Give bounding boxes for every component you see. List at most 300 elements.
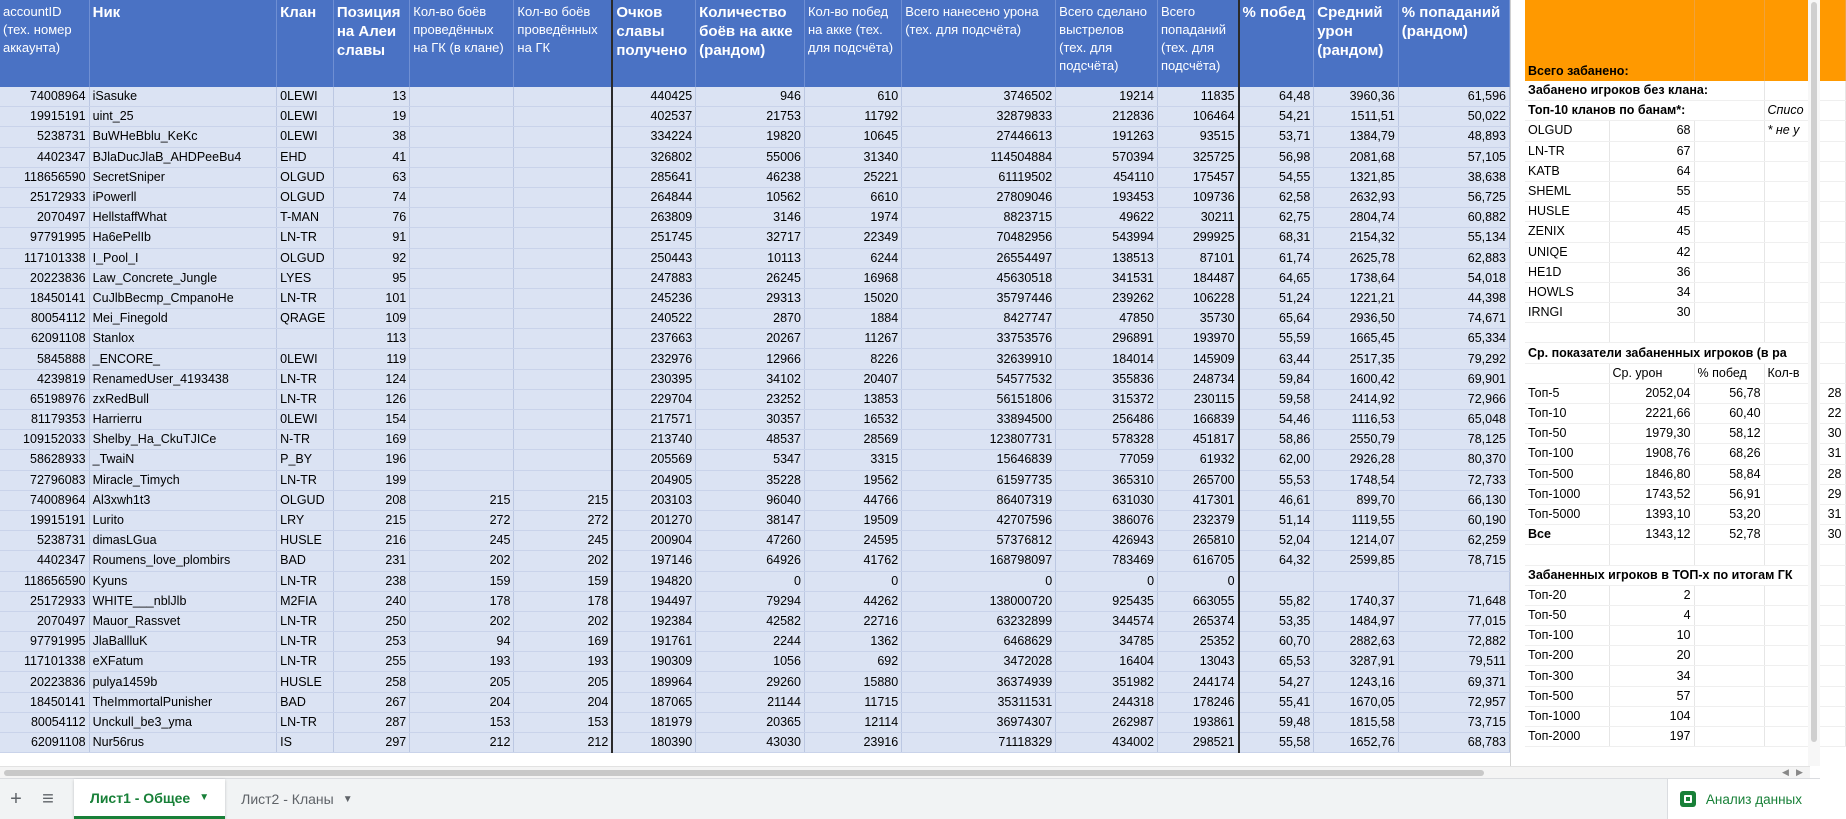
cell-nick[interactable]: uint_25 — [89, 107, 277, 127]
cell-gk[interactable] — [514, 87, 612, 107]
avg-tier[interactable]: Топ-10 — [1525, 404, 1609, 424]
cell-damage[interactable]: 86407319 — [902, 490, 1056, 510]
cell-nick[interactable]: Lurito — [89, 510, 277, 530]
cell-fame[interactable]: 250443 — [612, 248, 695, 268]
cell-battles[interactable]: 0 — [696, 571, 805, 591]
cell-clan[interactable]: LN-TR — [277, 611, 334, 631]
cell-damage[interactable]: 36374939 — [902, 672, 1056, 692]
summary-cell[interactable] — [1694, 181, 1764, 201]
summary-table[interactable] — [1525, 0, 1846, 747]
cell-position[interactable]: 38 — [333, 127, 409, 147]
cell-wins[interactable]: 610 — [804, 87, 901, 107]
summary-cell[interactable] — [1694, 686, 1764, 706]
header-total-shots[interactable]: Всего сделано выстрелов (тех. для подсчёта) — [1056, 0, 1158, 87]
cell-shots[interactable]: 434002 — [1056, 733, 1158, 753]
cell-fame[interactable]: 247883 — [612, 268, 695, 288]
cell-position[interactable]: 208 — [333, 490, 409, 510]
cell-hits[interactable]: 230115 — [1158, 389, 1239, 409]
cell-wins[interactable]: 1974 — [804, 208, 901, 228]
cell-gk[interactable]: 153 — [514, 712, 612, 732]
cell-wins[interactable]: 3315 — [804, 450, 901, 470]
summary-cell[interactable] — [1764, 202, 1845, 222]
cell-shots[interactable]: 296891 — [1056, 329, 1158, 349]
cell-hits[interactable]: 265810 — [1158, 531, 1239, 551]
cell-gk-clan[interactable] — [410, 309, 514, 329]
cell-shots[interactable]: 631030 — [1056, 490, 1158, 510]
cell-gk-clan[interactable]: 272 — [410, 510, 514, 530]
cell-fame[interactable]: 204905 — [612, 470, 695, 490]
cell-battles[interactable]: 46238 — [696, 167, 805, 187]
avg-winrate[interactable]: 58,84 — [1694, 464, 1764, 484]
cell-fame[interactable]: 205569 — [612, 450, 695, 470]
cell-damage[interactable]: 71118329 — [902, 733, 1056, 753]
cell-account-id[interactable]: 19915191 — [0, 510, 89, 530]
cell-gk-clan[interactable] — [410, 147, 514, 167]
cell-nick[interactable]: dimasLGua — [89, 531, 277, 551]
cell-gk-clan[interactable]: 204 — [410, 692, 514, 712]
summary-cell[interactable] — [1609, 323, 1694, 343]
cell-clan[interactable]: LRY — [277, 510, 334, 530]
cell-position[interactable]: 74 — [333, 187, 409, 207]
cell-position[interactable]: 154 — [333, 410, 409, 430]
cell-gk[interactable] — [514, 349, 612, 369]
cell-winrate[interactable]: 55,82 — [1239, 591, 1314, 611]
cell-clan[interactable]: LN-TR — [277, 652, 334, 672]
summary-cell[interactable] — [1764, 646, 1845, 666]
cell-clan[interactable]: LN-TR — [277, 470, 334, 490]
avg-damage[interactable]: 1743,52 — [1609, 484, 1694, 504]
cell-shots[interactable]: 212836 — [1056, 107, 1158, 127]
cell-hitrate[interactable]: 56,725 — [1398, 187, 1509, 207]
cell-hitrate[interactable]: 73,715 — [1398, 712, 1509, 732]
cell-battles[interactable]: 12966 — [696, 349, 805, 369]
cell-hitrate[interactable]: 44,398 — [1398, 288, 1509, 308]
cell-fame[interactable]: 197146 — [612, 551, 695, 571]
all-sheets-menu-icon[interactable]: ≡ — [42, 787, 54, 810]
cell-clan[interactable]: HUSLE — [277, 531, 334, 551]
cell-account-id[interactable]: 97791995 — [0, 228, 89, 248]
cell-gk[interactable]: 159 — [514, 571, 612, 591]
cell-nick[interactable]: BJlaDucJlaB_AHDPeeBu4 — [89, 147, 277, 167]
cell-hits[interactable]: 0 — [1158, 571, 1239, 591]
cell-gk[interactable]: 169 — [514, 632, 612, 652]
gk-tier[interactable]: Топ-50 — [1525, 605, 1609, 625]
cell-wins[interactable]: 1884 — [804, 309, 901, 329]
cell-avgdmg[interactable]: 1221,21 — [1314, 288, 1399, 308]
cell-hitrate[interactable]: 62,259 — [1398, 531, 1509, 551]
cell-avgdmg[interactable]: 2926,28 — [1314, 450, 1399, 470]
summary-cell[interactable] — [1694, 202, 1764, 222]
gk-banned-count[interactable]: 197 — [1609, 727, 1694, 747]
cell-nick[interactable]: zxRedBull — [89, 389, 277, 409]
cell-damage[interactable]: 63232899 — [902, 611, 1056, 631]
cell-avgdmg[interactable]: 1652,76 — [1314, 733, 1399, 753]
summary-cell[interactable] — [1694, 646, 1764, 666]
cell-wins[interactable]: 28569 — [804, 430, 901, 450]
cell-account-id[interactable]: 58628933 — [0, 450, 89, 470]
cell-winrate[interactable]: 53,35 — [1239, 611, 1314, 631]
cell-gk-clan[interactable]: 205 — [410, 672, 514, 692]
cell-gk[interactable]: 215 — [514, 490, 612, 510]
cell-wins[interactable]: 6610 — [804, 187, 901, 207]
cell-winrate[interactable]: 54,21 — [1239, 107, 1314, 127]
cell-hits[interactable]: 616705 — [1158, 551, 1239, 571]
cell-position[interactable]: 287 — [333, 712, 409, 732]
cell-shots[interactable]: 783469 — [1056, 551, 1158, 571]
avg-count[interactable]: 28 — [1764, 383, 1845, 403]
cell-hits[interactable]: 61932 — [1158, 450, 1239, 470]
cell-battles[interactable]: 1056 — [696, 652, 805, 672]
summary-cell[interactable] — [1694, 605, 1764, 625]
cell-gk[interactable] — [514, 470, 612, 490]
cell-hitrate[interactable]: 62,883 — [1398, 248, 1509, 268]
cell-damage[interactable]: 33894500 — [902, 410, 1056, 430]
cell-gk-clan[interactable] — [410, 268, 514, 288]
summary-cell[interactable] — [1764, 282, 1845, 302]
cell-account-id[interactable]: 74008964 — [0, 490, 89, 510]
cell-nick[interactable]: _TwaiN — [89, 450, 277, 470]
cell-avgdmg[interactable]: 2414,92 — [1314, 389, 1399, 409]
cell-wins[interactable]: 19509 — [804, 510, 901, 530]
clan-ban-count[interactable]: 64 — [1609, 161, 1694, 181]
cell-account-id[interactable]: 5238731 — [0, 127, 89, 147]
clan-ban-count[interactable]: 42 — [1609, 242, 1694, 262]
cell-winrate[interactable]: 64,48 — [1239, 87, 1314, 107]
avg-damage[interactable]: 1846,80 — [1609, 464, 1694, 484]
cell-damage[interactable]: 15646839 — [902, 450, 1056, 470]
summary-cell[interactable] — [1525, 545, 1609, 565]
cell-battles[interactable]: 26245 — [696, 268, 805, 288]
cell-wins[interactable]: 10645 — [804, 127, 901, 147]
cell-damage[interactable]: 114504884 — [902, 147, 1056, 167]
cell-nick[interactable]: WHITE___nblJlb — [89, 591, 277, 611]
cell-battles[interactable]: 3146 — [696, 208, 805, 228]
cell-damage[interactable]: 3746502 — [902, 87, 1056, 107]
cell-hitrate[interactable]: 78,125 — [1398, 430, 1509, 450]
cell-battles[interactable]: 5347 — [696, 450, 805, 470]
cell-shots[interactable]: 351982 — [1056, 672, 1158, 692]
cell-hitrate[interactable]: 66,130 — [1398, 490, 1509, 510]
cell-clan[interactable]: M2FIA — [277, 591, 334, 611]
cell-nick[interactable]: pulya1459b — [89, 672, 277, 692]
cell-battles[interactable]: 21753 — [696, 107, 805, 127]
cell-clan[interactable]: LN-TR — [277, 369, 334, 389]
cell-wins[interactable]: 15020 — [804, 288, 901, 308]
summary-cell[interactable] — [1694, 282, 1764, 302]
gk-tier[interactable]: Топ-1000 — [1525, 706, 1609, 726]
cell-account-id[interactable]: 20223836 — [0, 268, 89, 288]
vertical-scrollbar[interactable] — [1808, 0, 1820, 766]
horizontal-scroll-thumb[interactable] — [4, 770, 1484, 776]
cell-battles[interactable]: 10562 — [696, 187, 805, 207]
cell-shots[interactable]: 191263 — [1056, 127, 1158, 147]
cell-position[interactable]: 199 — [333, 470, 409, 490]
cell-avgdmg[interactable]: 1384,79 — [1314, 127, 1399, 147]
cell-nick[interactable]: CuJlbBecmp_CmpanoHe — [89, 288, 277, 308]
cell-gk-clan[interactable] — [410, 470, 514, 490]
cell-account-id[interactable]: 118656590 — [0, 571, 89, 591]
cell-fame[interactable]: 217571 — [612, 410, 695, 430]
cell-position[interactable]: 169 — [333, 430, 409, 450]
cell-winrate[interactable]: 55,53 — [1239, 470, 1314, 490]
cell-wins[interactable]: 11267 — [804, 329, 901, 349]
cell-gk-clan[interactable] — [410, 329, 514, 349]
gk-tier[interactable]: Топ-20 — [1525, 585, 1609, 605]
cell-hitrate[interactable]: 80,370 — [1398, 450, 1509, 470]
clan-name[interactable]: OLGUD — [1525, 121, 1609, 141]
cell-position[interactable]: 250 — [333, 611, 409, 631]
cell-fame[interactable]: 232976 — [612, 349, 695, 369]
cell-avgdmg[interactable]: 1670,05 — [1314, 692, 1399, 712]
cell-gk[interactable] — [514, 107, 612, 127]
cell-gk-clan[interactable] — [410, 167, 514, 187]
cell-battles[interactable]: 2870 — [696, 309, 805, 329]
cell-wins[interactable]: 11715 — [804, 692, 901, 712]
cell-hitrate[interactable]: 72,966 — [1398, 389, 1509, 409]
cell-gk-clan[interactable]: 159 — [410, 571, 514, 591]
cell-wins[interactable]: 6244 — [804, 248, 901, 268]
avg-winrate[interactable]: 56,78 — [1694, 383, 1764, 403]
cell-battles[interactable]: 55006 — [696, 147, 805, 167]
summary-cell[interactable] — [1525, 363, 1609, 383]
cell-account-id[interactable]: 4402347 — [0, 147, 89, 167]
cell-avgdmg[interactable]: 1243,16 — [1314, 672, 1399, 692]
cell-position[interactable]: 126 — [333, 389, 409, 409]
cell-account-id[interactable]: 5238731 — [0, 531, 89, 551]
avg-count[interactable]: 31 — [1764, 444, 1845, 464]
cell-winrate[interactable]: 54,27 — [1239, 672, 1314, 692]
cell-gk-clan[interactable]: 193 — [410, 652, 514, 672]
cell-hitrate[interactable]: 38,638 — [1398, 167, 1509, 187]
cell-winrate[interactable]: 65,64 — [1239, 309, 1314, 329]
cell-shots[interactable]: 19214 — [1056, 87, 1158, 107]
cell-nick[interactable]: eXFatum — [89, 652, 277, 672]
cell-hits[interactable]: 184487 — [1158, 268, 1239, 288]
avg-damage[interactable]: 1343,12 — [1609, 525, 1694, 545]
cell-hits[interactable]: 193970 — [1158, 329, 1239, 349]
cell-position[interactable]: 92 — [333, 248, 409, 268]
cell-avgdmg[interactable]: 2550,79 — [1314, 430, 1399, 450]
cell-gk-clan[interactable]: 202 — [410, 611, 514, 631]
summary-cell[interactable] — [1764, 161, 1845, 181]
cell-clan[interactable]: LN-TR — [277, 228, 334, 248]
cell-battles[interactable]: 35228 — [696, 470, 805, 490]
cell-damage[interactable]: 56151806 — [902, 389, 1056, 409]
cell-account-id[interactable]: 74008964 — [0, 87, 89, 107]
cell-avgdmg[interactable]: 1740,37 — [1314, 591, 1399, 611]
cell-nick[interactable]: Roumens_love_plombirs — [89, 551, 277, 571]
cell-account-id[interactable]: 117101338 — [0, 248, 89, 268]
cell-nick[interactable]: Unckull_be3_yma — [89, 712, 277, 732]
cell-fame[interactable]: 192384 — [612, 611, 695, 631]
cell-gk-clan[interactable] — [410, 187, 514, 207]
header-gk-battles[interactable]: Кол-во боёв проведённых на ГК — [514, 0, 612, 87]
cell-winrate[interactable]: 62,75 — [1239, 208, 1314, 228]
summary-cell[interactable] — [1694, 0, 1764, 81]
cell-hits[interactable]: 178246 — [1158, 692, 1239, 712]
cell-winrate[interactable]: 65,53 — [1239, 652, 1314, 672]
header-win-rate[interactable]: % побед — [1239, 0, 1314, 87]
cell-position[interactable]: 95 — [333, 268, 409, 288]
cell-shots[interactable]: 543994 — [1056, 228, 1158, 248]
cell-battles[interactable]: 2244 — [696, 632, 805, 652]
cell-gk[interactable]: 245 — [514, 531, 612, 551]
summary-cell[interactable] — [1694, 262, 1764, 282]
cell-wins[interactable]: 23916 — [804, 733, 901, 753]
cell-winrate[interactable]: 63,44 — [1239, 349, 1314, 369]
cell-account-id[interactable]: 25172933 — [0, 591, 89, 611]
cell-avgdmg[interactable]: 1119,55 — [1314, 510, 1399, 530]
cell-wins[interactable]: 44262 — [804, 591, 901, 611]
cell-clan[interactable]: 0LEWI — [277, 107, 334, 127]
header-random-battles[interactable]: Количество боёв на акке (рандом) — [696, 0, 805, 87]
gk-banned-count[interactable]: 57 — [1609, 686, 1694, 706]
summary-cell[interactable] — [1694, 727, 1764, 747]
cell-clan[interactable]: T-MAN — [277, 208, 334, 228]
cell-hits[interactable]: 248734 — [1158, 369, 1239, 389]
cell-clan[interactable]: BAD — [277, 692, 334, 712]
cell-winrate[interactable]: 55,59 — [1239, 329, 1314, 349]
cell-shots[interactable]: 344574 — [1056, 611, 1158, 631]
header-fame-position[interactable]: Позиция на Алеи славы — [333, 0, 409, 87]
cell-gk[interactable] — [514, 288, 612, 308]
cell-wins[interactable]: 1362 — [804, 632, 901, 652]
cell-damage[interactable]: 138000720 — [902, 591, 1056, 611]
top10-label[interactable]: Топ-10 кланов по банам*: — [1525, 101, 1764, 121]
cell-winrate[interactable] — [1239, 571, 1314, 591]
cell-damage[interactable]: 8427747 — [902, 309, 1056, 329]
cell-gk[interactable] — [514, 228, 612, 248]
cell-hits[interactable]: 145909 — [1158, 349, 1239, 369]
summary-cell[interactable] — [1764, 81, 1845, 101]
cell-fame[interactable]: 334224 — [612, 127, 695, 147]
cell-position[interactable]: 113 — [333, 329, 409, 349]
cell-hitrate[interactable]: 72,733 — [1398, 470, 1509, 490]
cell-fame[interactable]: 440425 — [612, 87, 695, 107]
avg-col-damage[interactable]: Ср. урон — [1609, 363, 1694, 383]
cell-avgdmg[interactable]: 2804,74 — [1314, 208, 1399, 228]
summary-cell[interactable] — [1694, 666, 1764, 686]
cell-winrate[interactable]: 51,14 — [1239, 510, 1314, 530]
cell-gk[interactable]: 202 — [514, 611, 612, 631]
cell-avgdmg[interactable]: 1600,42 — [1314, 369, 1399, 389]
avg-tier[interactable]: Топ-50 — [1525, 424, 1609, 444]
cell-position[interactable]: 255 — [333, 652, 409, 672]
cell-shots[interactable]: 244318 — [1056, 692, 1158, 712]
cell-wins[interactable]: 31340 — [804, 147, 901, 167]
cell-battles[interactable]: 42582 — [696, 611, 805, 631]
cell-wins[interactable]: 692 — [804, 652, 901, 672]
clan-name[interactable]: KATB — [1525, 161, 1609, 181]
cell-battles[interactable]: 64926 — [696, 551, 805, 571]
avg-stats-label[interactable]: Ср. показатели забаненных игроков (в ра — [1525, 343, 1845, 363]
no-clan-label[interactable]: Забанено игроков без клана: — [1525, 81, 1764, 101]
cell-hits[interactable]: 232379 — [1158, 510, 1239, 530]
cell-battles[interactable]: 20267 — [696, 329, 805, 349]
cell-fame[interactable]: 229704 — [612, 389, 695, 409]
cell-nick[interactable]: JlaBallluK — [89, 632, 277, 652]
cell-clan[interactable]: LN-TR — [277, 389, 334, 409]
cell-clan[interactable]: LYES — [277, 268, 334, 288]
cell-nick[interactable]: Nur56rus — [89, 733, 277, 753]
cell-damage[interactable]: 32639910 — [902, 349, 1056, 369]
cell-hitrate[interactable]: 50,022 — [1398, 107, 1509, 127]
cell-fame[interactable]: 285641 — [612, 167, 695, 187]
cell-hitrate[interactable]: 60,882 — [1398, 208, 1509, 228]
clan-name[interactable]: SHEML — [1525, 181, 1609, 201]
cell-hits[interactable]: 265700 — [1158, 470, 1239, 490]
cell-wins[interactable]: 19562 — [804, 470, 901, 490]
cell-shots[interactable]: 0 — [1056, 571, 1158, 591]
data-analysis-button[interactable] — [1667, 779, 1820, 819]
summary-cell[interactable] — [1694, 323, 1764, 343]
cell-battles[interactable]: 32717 — [696, 228, 805, 248]
cell-avgdmg[interactable]: 1116,53 — [1314, 410, 1399, 430]
cell-clan[interactable]: OLGUD — [277, 167, 334, 187]
cell-gk-clan[interactable]: 215 — [410, 490, 514, 510]
cell-account-id[interactable]: 2070497 — [0, 611, 89, 631]
cell-gk[interactable] — [514, 389, 612, 409]
cell-fame[interactable]: 237663 — [612, 329, 695, 349]
cell-account-id[interactable]: 109152033 — [0, 430, 89, 450]
cell-hitrate[interactable]: 71,648 — [1398, 591, 1509, 611]
header-total-damage[interactable]: Всего нанесено урона (тех. для подсчёта) — [902, 0, 1056, 87]
list-note[interactable]: Списо — [1764, 101, 1845, 121]
cell-nick[interactable]: Shelby_Ha_CkuTJICe — [89, 430, 277, 450]
cell-position[interactable]: 124 — [333, 369, 409, 389]
summary-cell[interactable] — [1609, 545, 1694, 565]
cell-nick[interactable]: iPowerll — [89, 187, 277, 207]
cell-battles[interactable]: 10113 — [696, 248, 805, 268]
cell-account-id[interactable]: 18450141 — [0, 692, 89, 712]
avg-col-count[interactable]: Кол-в — [1764, 363, 1845, 383]
cell-shots[interactable]: 193453 — [1056, 187, 1158, 207]
avg-damage[interactable]: 2221,66 — [1609, 404, 1694, 424]
cell-gk[interactable] — [514, 430, 612, 450]
summary-cell[interactable] — [1764, 727, 1845, 747]
cell-battles[interactable]: 34102 — [696, 369, 805, 389]
clan-ban-count[interactable]: 45 — [1609, 202, 1694, 222]
cell-shots[interactable]: 16404 — [1056, 652, 1158, 672]
cell-account-id[interactable]: 65198976 — [0, 389, 89, 409]
cell-position[interactable]: 109 — [333, 309, 409, 329]
cell-wins[interactable]: 11792 — [804, 107, 901, 127]
cell-gk-clan[interactable] — [410, 127, 514, 147]
cell-clan[interactable]: LN-TR — [277, 571, 334, 591]
cell-position[interactable]: 258 — [333, 672, 409, 692]
cell-shots[interactable]: 578328 — [1056, 430, 1158, 450]
cell-shots[interactable]: 341531 — [1056, 268, 1158, 288]
cell-position[interactable]: 216 — [333, 531, 409, 551]
cell-gk[interactable]: 272 — [514, 510, 612, 530]
cell-battles[interactable]: 79294 — [696, 591, 805, 611]
cell-hitrate[interactable]: 65,048 — [1398, 410, 1509, 430]
cell-clan[interactable]: LN-TR — [277, 288, 334, 308]
cell-hits[interactable]: 298521 — [1158, 733, 1239, 753]
summary-cell[interactable] — [1764, 626, 1845, 646]
cell-wins[interactable]: 15880 — [804, 672, 901, 692]
cell-wins[interactable]: 25221 — [804, 167, 901, 187]
clan-ban-count[interactable]: 45 — [1609, 222, 1694, 242]
cell-hitrate[interactable]: 68,783 — [1398, 733, 1509, 753]
cell-position[interactable]: 297 — [333, 733, 409, 753]
cell-hits[interactable]: 106228 — [1158, 288, 1239, 308]
cell-avgdmg[interactable]: 3287,91 — [1314, 652, 1399, 672]
cell-gk-clan[interactable] — [410, 288, 514, 308]
cell-clan[interactable]: N-TR — [277, 430, 334, 450]
cell-clan[interactable]: HUSLE — [277, 672, 334, 692]
cell-damage[interactable]: 70482956 — [902, 228, 1056, 248]
